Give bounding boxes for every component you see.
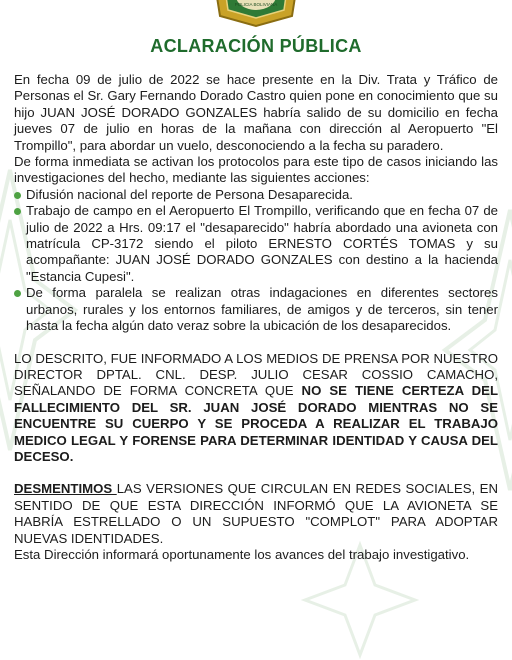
list-item: Difusión nacional del reporte de Persona Desaparecida. [14,187,498,203]
police-emblem-logo [206,0,306,28]
bullet-dot-icon [14,290,21,297]
actions-list [14,187,498,335]
svg-text:POLICIA BOLIVIANA: POLICIA BOLIVIANA [234,2,278,7]
paragraph-report: En fecha 09 de julio de 2022 se hace presente en la Div. Trata y Tráfico de Personas el Sr. Gary Fernando Dorado Castro quien pone en conocimiento que su hijo JUAN JOSÉ DORADO GONZALES habría salido de su domicilio en fecha jueves 07 de julio en horas de la mañana con dirección al Aeropuerto "El Trompillo", para abordar un vuelo, desconociendo a la fecha su paradero. [14,72,498,153]
paragraph-denial: DESMENTIMOS LAS VERSIONES QUE CIRCULAN EN REDES SOCIALES, EN SENTIDO DE QUE ESTA DIRECCIÓN INFORMÓ QUE LA AVIONETA SE HABRÍA ESTRELLADO O UN SUPUESTO "COMPLOT" PARA ADOPTAR NUEVAS IDENTIDADES. [14,481,499,546]
paragraph-statement: LO DESCRITO, FUE INFORMADO A LOS MEDIOS DE PRENSA POR NUESTRO DIRECTOR DPTAL. CNL. DESP. JULIO CESAR COSSIO CAMACHO, SEÑALANDO DE FORMA CONCRETA QUE NO SE TIENE CERTEZA DEL FALLECIMIENTO DEL SR. JUAN JOSÉ DORADO MIENTRAS NO SE ENCUENTRE SU CUERPO Y SE PROCEDA A REALIZAR EL TRABAJO MEDICO LEGAL Y FORENSE PARA DETERMINAR IDENTIDAD Y CAUSA DEL DECESO. [14,350,498,464]
list-item: De forma paralela se realizan otras indagaciones en diferentes sectores urbanos, rurales y los entornos familiares, de amigos y de terceros, sin tener hasta la fecha algún dato veraz sobre la ubicación de los desaparecidos. [14,285,498,334]
bullet-dot-icon [14,192,21,199]
document-body [14,72,498,563]
page-title: ACLARACIÓN PÚBLICA [150,36,362,56]
list-item: Trabajo de campo en el Aeropuerto El Trompillo, verificando que en fecha 07 de julio de 2022 a Hrs. 09:17 el "desaparecido" habría abordado una avioneta con matrícula CP-3172 siendo el piloto ERNESTO CORTÉS TOMAS y su acompañante: JUAN JOSÉ DORADO GONZALES con destino a la hacienda "Estancia Cupesi". [14,203,498,285]
denial-lead: DESMENTIMOS [14,481,117,497]
paragraph-closing: Esta Dirección informará oportunamente los avances del trabajo investigativo. [14,546,470,562]
statement-emphasis: NO SE TIENE CERTEZA DEL FALLECIMIENTO DEL SR. JUAN JOSÉ DORADO MIENTRAS NO SE ENCUENTRE SU CUERPO Y SE PROCEDA A REALIZAR EL TRABAJO MEDICO LEGAL Y FORENSE PARA DETERMINAR IDENTIDAD Y CAUSA DEL DECESO. [14,383,498,464]
paragraph-protocols: De forma inmediata se activan los protocolos para este tipo de casos iniciando las investigaciones del hecho, mediante las siguientes acciones: [14,154,498,186]
bullet-dot-icon [14,208,21,215]
